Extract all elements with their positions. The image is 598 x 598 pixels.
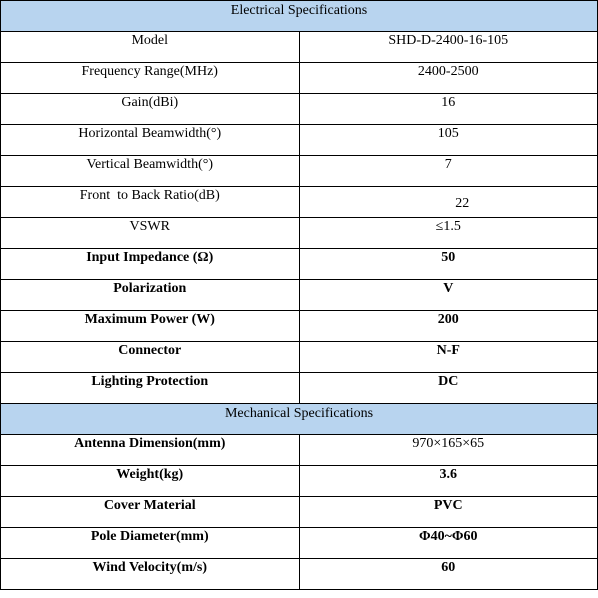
- mechanical-specifications-header-text: Mechanical Specifications: [224, 406, 374, 421]
- table-row-horizontal-beamwidth: [1, 125, 598, 156]
- weight-value: 3.6: [439, 467, 457, 482]
- input-impedance-value: 50: [441, 250, 456, 265]
- frequency-range-label: Frequency Range(MHz): [81, 64, 218, 79]
- table-row-vswr: [1, 218, 598, 249]
- table-row-cover-material: [1, 497, 598, 528]
- vswr-label: VSWR: [129, 219, 170, 234]
- connector-label-cell: [1, 342, 300, 373]
- gain-value-cell: [299, 94, 598, 125]
- pole-diameter-value: Φ40~Φ60: [419, 529, 478, 544]
- model-value-cell: [299, 32, 598, 63]
- wind-velocity-value: 60: [441, 560, 456, 575]
- vertical-beamwidth-value: 7: [444, 157, 452, 172]
- input-impedance-value-cell: [299, 249, 598, 280]
- table-row-wind-velocity: [1, 559, 598, 590]
- polarization-label: Polarization: [113, 281, 187, 296]
- vswr-value: ≤1.5: [435, 219, 461, 234]
- antenna-dimension-value: 970×165×65: [412, 436, 485, 451]
- table-row-input-impedance: [1, 249, 598, 280]
- horizontal-beamwidth-label: Horizontal Beamwidth(°): [78, 126, 222, 141]
- weight-label: Weight(kg): [116, 467, 184, 482]
- table-row-front-to-back-ratio: [1, 187, 598, 218]
- vswr-label-cell: [1, 218, 300, 249]
- frequency-range-label-cell: [1, 63, 300, 94]
- maximum-power-value-cell: [299, 311, 598, 342]
- connector-value: N-F: [436, 343, 460, 358]
- antenna-dimension-value-cell: [299, 435, 598, 466]
- frequency-range-value: 2400-2500: [417, 64, 479, 79]
- connector-value-cell: [299, 342, 598, 373]
- mechanical-specifications-header: [1, 404, 598, 435]
- electrical-specifications-header-row: [1, 1, 598, 32]
- cover-material-label: Cover Material: [103, 498, 196, 513]
- electrical-specifications-header-text: Electrical Specifications: [230, 3, 368, 18]
- cover-material-label-cell: [1, 497, 300, 528]
- model-value: SHD-D-2400-16-105: [388, 33, 509, 48]
- wind-velocity-value-cell: [299, 559, 598, 590]
- model-label: Model: [131, 33, 169, 48]
- polarization-value: V: [443, 281, 454, 296]
- pole-diameter-label: Pole Diameter(mm): [90, 529, 209, 544]
- front-to-back-ratio-value: 22: [455, 196, 470, 211]
- maximum-power-value: 200: [437, 312, 459, 327]
- input-impedance-label-cell: [1, 249, 300, 280]
- pole-diameter-value-cell: [299, 528, 598, 559]
- pole-diameter-label-cell: [1, 528, 300, 559]
- weight-value-cell: [299, 466, 598, 497]
- vertical-beamwidth-label: Vertical Beamwidth(°): [86, 157, 213, 172]
- frequency-range-value-cell: [299, 63, 598, 94]
- mechanical-specifications-header-row: [1, 404, 598, 435]
- table-row-model: [1, 32, 598, 63]
- vertical-beamwidth-label-cell: [1, 156, 300, 187]
- polarization-label-cell: [1, 280, 300, 311]
- maximum-power-label: Maximum Power (W): [84, 312, 215, 327]
- horizontal-beamwidth-value-cell: [299, 125, 598, 156]
- gain-label: Gain(dBi): [121, 95, 179, 110]
- table-row-vertical-beamwidth: [1, 156, 598, 187]
- table-row-weight: [1, 466, 598, 497]
- vertical-beamwidth-value-cell: [299, 156, 598, 187]
- model-label-cell: [1, 32, 300, 63]
- vswr-value-cell: [299, 218, 598, 249]
- lighting-protection-value: DC: [438, 374, 459, 389]
- table-row-pole-diameter: [1, 528, 598, 559]
- polarization-value-cell: [299, 280, 598, 311]
- table-row-gain: [1, 94, 598, 125]
- maximum-power-label-cell: [1, 311, 300, 342]
- cover-material-value-cell: [299, 497, 598, 528]
- front-to-back-ratio-value-cell: [299, 187, 598, 218]
- antenna-dimension-label: Antenna Dimension(mm): [74, 436, 226, 451]
- wind-velocity-label-cell: [1, 559, 300, 590]
- gain-value: 16: [441, 95, 456, 110]
- electrical-specifications-header: [1, 1, 598, 32]
- horizontal-beamwidth-value: 105: [437, 126, 459, 141]
- connector-label: Connector: [118, 343, 182, 358]
- lighting-protection-label: Lighting Protection: [91, 374, 209, 389]
- lighting-protection-value-cell: [299, 373, 598, 404]
- table-row-lighting-protection: [1, 373, 598, 404]
- table-row-frequency-range: [1, 63, 598, 94]
- weight-label-cell: [1, 466, 300, 497]
- lighting-protection-label-cell: [1, 373, 300, 404]
- front-to-back-ratio-label: Front to Back Ratio(dB): [79, 188, 220, 203]
- gain-label-cell: [1, 94, 300, 125]
- input-impedance-label: Input Impedance (Ω): [86, 250, 214, 265]
- table-row-maximum-power: [1, 311, 598, 342]
- front-to-back-ratio-label-cell: [1, 187, 300, 218]
- cover-material-value: PVC: [433, 498, 463, 513]
- horizontal-beamwidth-label-cell: [1, 125, 300, 156]
- antenna-dimension-label-cell: [1, 435, 300, 466]
- wind-velocity-label: Wind Velocity(m/s): [92, 560, 207, 575]
- table-row-antenna-dimension: [1, 435, 598, 466]
- table-row-connector: [1, 342, 598, 373]
- table-row-polarization: [1, 280, 598, 311]
